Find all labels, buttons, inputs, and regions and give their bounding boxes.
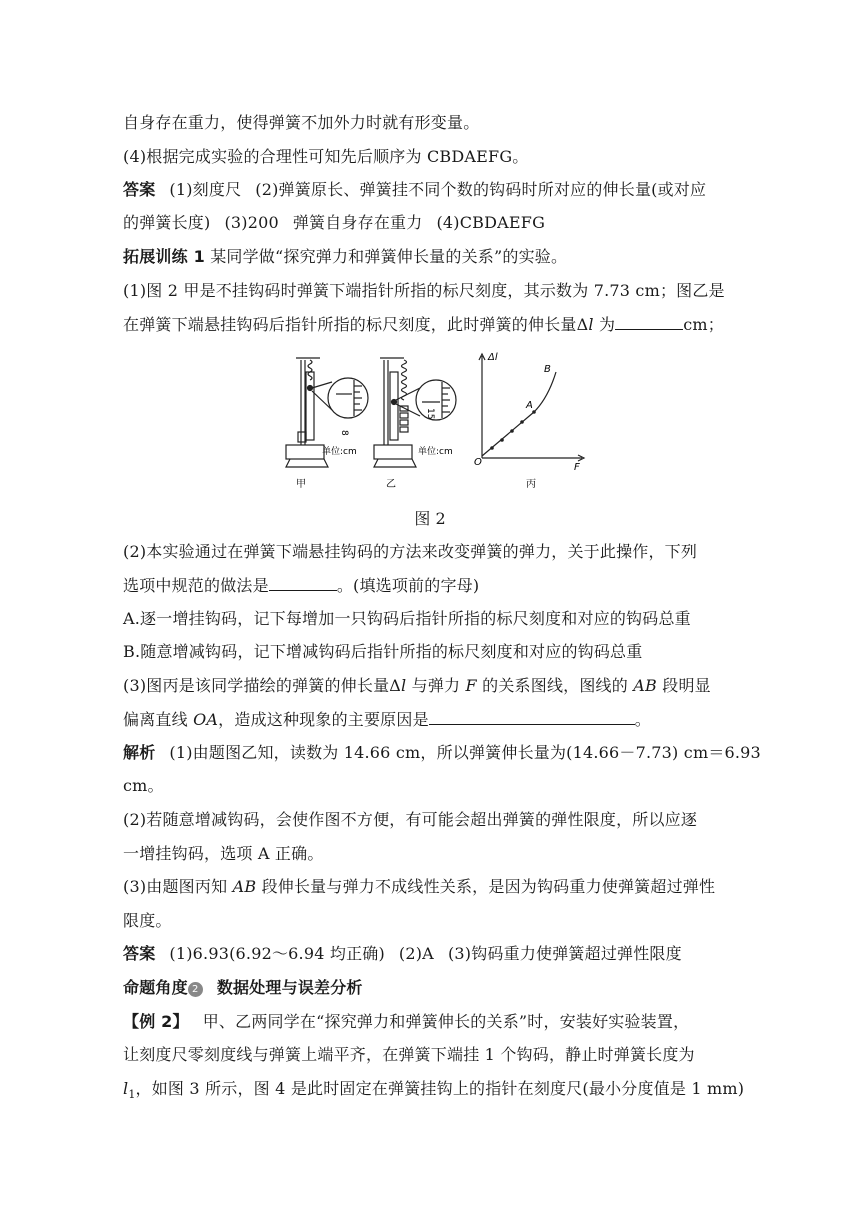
text-line: cm。: [123, 776, 164, 795]
point-b-label: B: [544, 364, 551, 375]
option-b: B.随意增减钩码，记下增减钩码后指针所指的标尺刻度和对应的钩码总重: [123, 642, 643, 661]
text-line: 在弹簧下端悬挂钩码后指针所指的标尺刻度，此时弹簧的伸长量Δl 为 cm；: [123, 312, 743, 337]
figure-2: [276, 350, 596, 495]
text-line: 偏离直线 OA，造成这种现象的主要原因是 。: [123, 707, 743, 732]
analysis-label: 解析: [123, 743, 156, 762]
answer-label: 答案: [123, 180, 156, 199]
reading-jia: 8: [339, 430, 349, 436]
axis-label-y: Δl: [488, 352, 498, 363]
section-heading: 命题角度 2 数据处理与误差分析: [123, 978, 363, 997]
example-label: 【例 2】: [123, 1012, 189, 1031]
answer-line: 的弹簧长度) (3)200 弹簧自身存在重力 (4)CBDAEFG: [123, 213, 546, 232]
answer-line: 答案 (1)6.93(6.92～6.94 均正确) (2)A (3)钩码重力使弹簧超过弹性限度: [123, 944, 682, 963]
answer-line: 答案 (1)刻度尺 (2)弹簧原长、弹簧挂不同个数的钩码时所对应的伸长量(或对应: [123, 180, 707, 199]
text-line: (3)图丙是该同学描绘的弹簧的伸长量Δl 与弹力 F 的关系图线，图线的 AB 段明显: [123, 676, 711, 695]
text-line: 自身存在重力，使得弹簧不加外力时就有形变量。: [123, 113, 480, 132]
text-line: (4)根据完成实验的合理性可知先后顺序为 CBDAEFG。: [123, 147, 529, 166]
exercise-label: 拓展训练 1: [123, 247, 205, 266]
text-line: (1)图 2 甲是不挂钩码时弹簧下端指针所指的标尺刻度，其示数为 7.73 cm；图乙是: [123, 281, 725, 300]
reading-yi: 15: [425, 408, 435, 420]
exercise-heading: 拓展训练 1 某同学做“探究弹力和弹簧伸长量的关系”的实验。: [123, 247, 568, 266]
answer-blank: [615, 312, 683, 330]
point-a-label: A: [526, 400, 533, 411]
label-jia: 甲: [296, 479, 306, 490]
unit-label-jia: 单位:cm: [322, 447, 357, 457]
answer-blank: [429, 707, 635, 725]
text-line: (3)由题图丙知 AB 段伸长量与弹力不成线性关系，是因为钩码重力使弹簧超过弹性: [123, 877, 716, 896]
unit-label-yi: 单位:cm: [418, 447, 453, 457]
number-badge: 2: [188, 982, 203, 997]
text-line: 限度。: [123, 911, 172, 930]
origin-label: O: [474, 457, 482, 468]
label-yi: 乙: [386, 479, 396, 490]
label-bing: 丙: [526, 479, 536, 490]
example-heading: 【例 2】 甲、乙两同学在“探究弹力和弹簧伸长的关系”时，安装好实验装置，: [123, 1012, 690, 1031]
figure-caption: 图 2: [414, 509, 446, 528]
answer-blank: [269, 573, 337, 591]
axis-label-x: F: [574, 462, 580, 473]
option-a: A.逐一增挂钩码，记下每增加一只钩码后指针所指的标尺刻度和对应的钩码总重: [123, 609, 691, 628]
text-line: 选项中规范的做法是 。(填选项前的字母): [123, 573, 743, 598]
text-line: 一增挂钩码，选项 A 正确。: [123, 844, 324, 863]
answer-label: 答案: [123, 944, 156, 963]
text-line: (2)本实验通过在弹簧下端悬挂钩码的方法来改变弹簧的弹力，关于此操作，下列: [123, 542, 698, 561]
text-line: (2)若随意增减钩码，会使作图不方便，有可能会超出弹簧的弹性限度，所以应逐: [123, 810, 698, 829]
text-line: $l_1$，如图 3 所示，图 4 是此时固定在弹簧挂钩上的指针在刻度尺(最小分度值是 1 mm): [123, 1079, 745, 1102]
text-line: 让刻度尺零刻度线与弹簧上端平齐，在弹簧下端挂 1 个钩码，静止时弹簧长度为: [123, 1045, 695, 1064]
analysis-line: 解析 (1)由题图乙知，读数为 14.66 cm，所以弹簧伸长量为(14.66－7.73) cm＝6.93: [123, 743, 761, 762]
